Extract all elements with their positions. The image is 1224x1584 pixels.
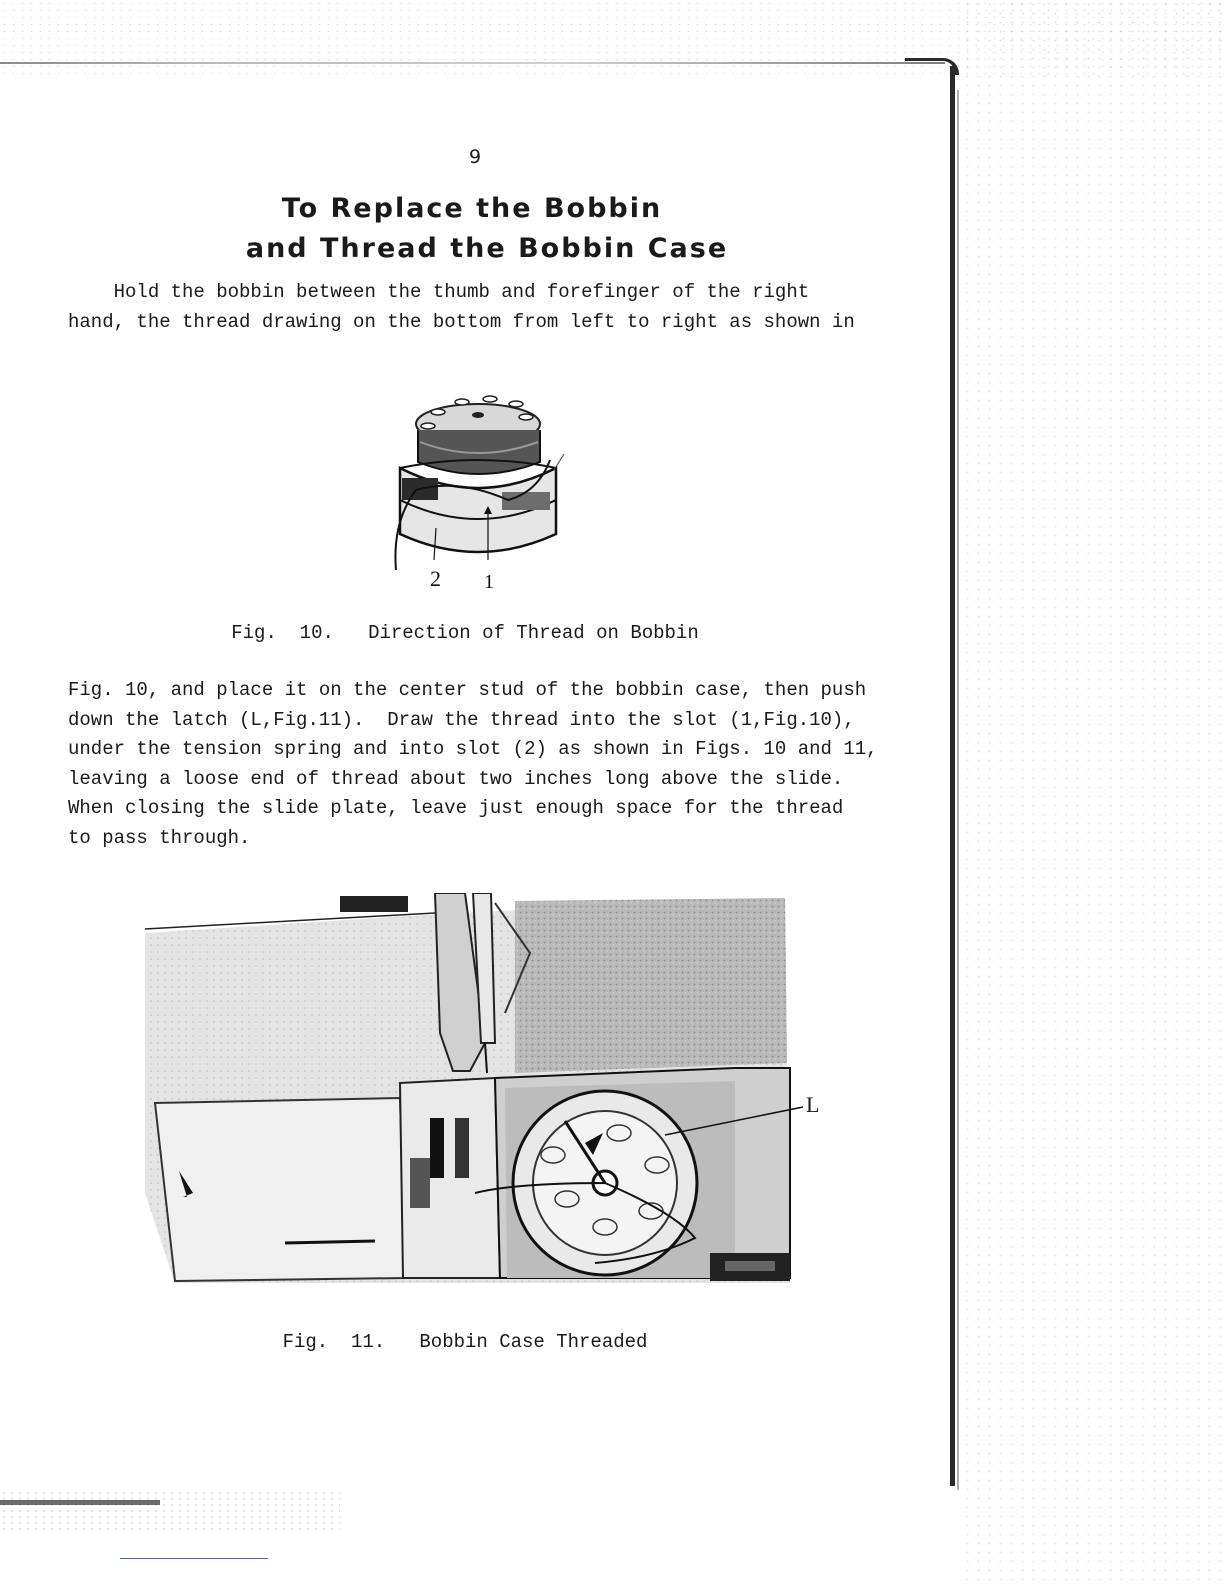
figure-10-label-1: 1	[484, 571, 494, 593]
figure-11-caption: Fig. 11. Bobbin Case Threaded	[282, 1331, 648, 1353]
page-right-edge	[950, 66, 955, 1486]
text-line: under the tension spring and into slot (2) as shown in Figs. 10 and 11,	[68, 738, 878, 760]
figure-10-bobbin-illustration	[378, 382, 588, 597]
text-line: When closing the slide plate, leave just enough space for the thread	[68, 797, 844, 819]
paragraph-intro	[68, 278, 878, 337]
section-title-line-1: To Replace the Bobbin	[281, 193, 663, 224]
text-line: leaving a loose end of thread about two inches long above the slide.	[68, 767, 844, 790]
text-line: down the latch (L,Fig.11). Draw the thread into the slot (1,Fig.10),	[68, 708, 855, 731]
figure-10-label-2: 2	[430, 566, 441, 591]
text-line: Hold the bobbin between the thumb and forefinger of the right	[68, 281, 810, 303]
figure-10-caption: Fig. 10. Direction of Thread on Bobbin	[231, 622, 699, 644]
page-top-edge	[0, 62, 945, 64]
figure-11-label-L: L	[806, 1092, 820, 1117]
section-title-line-2: and Thread the Bobbin Case	[245, 233, 729, 264]
text-line: Fig. 10, and place it on the center stud of the bobbin case, then push	[68, 679, 867, 701]
figure-11-bobbin-case-photo	[135, 893, 830, 1288]
paragraph-instructions	[68, 676, 878, 853]
underline-artifact	[120, 1558, 268, 1559]
scan-smudge	[0, 1500, 160, 1505]
scan-speckle-bottom	[0, 1490, 340, 1530]
text-line: hand, the thread drawing on the bottom from left to right as shown in	[68, 310, 855, 333]
page-right-edge-shadow	[957, 90, 959, 1490]
page-number: 9	[468, 146, 482, 168]
scan-speckle-right	[962, 0, 1224, 1584]
text-line: to pass through.	[68, 826, 251, 849]
